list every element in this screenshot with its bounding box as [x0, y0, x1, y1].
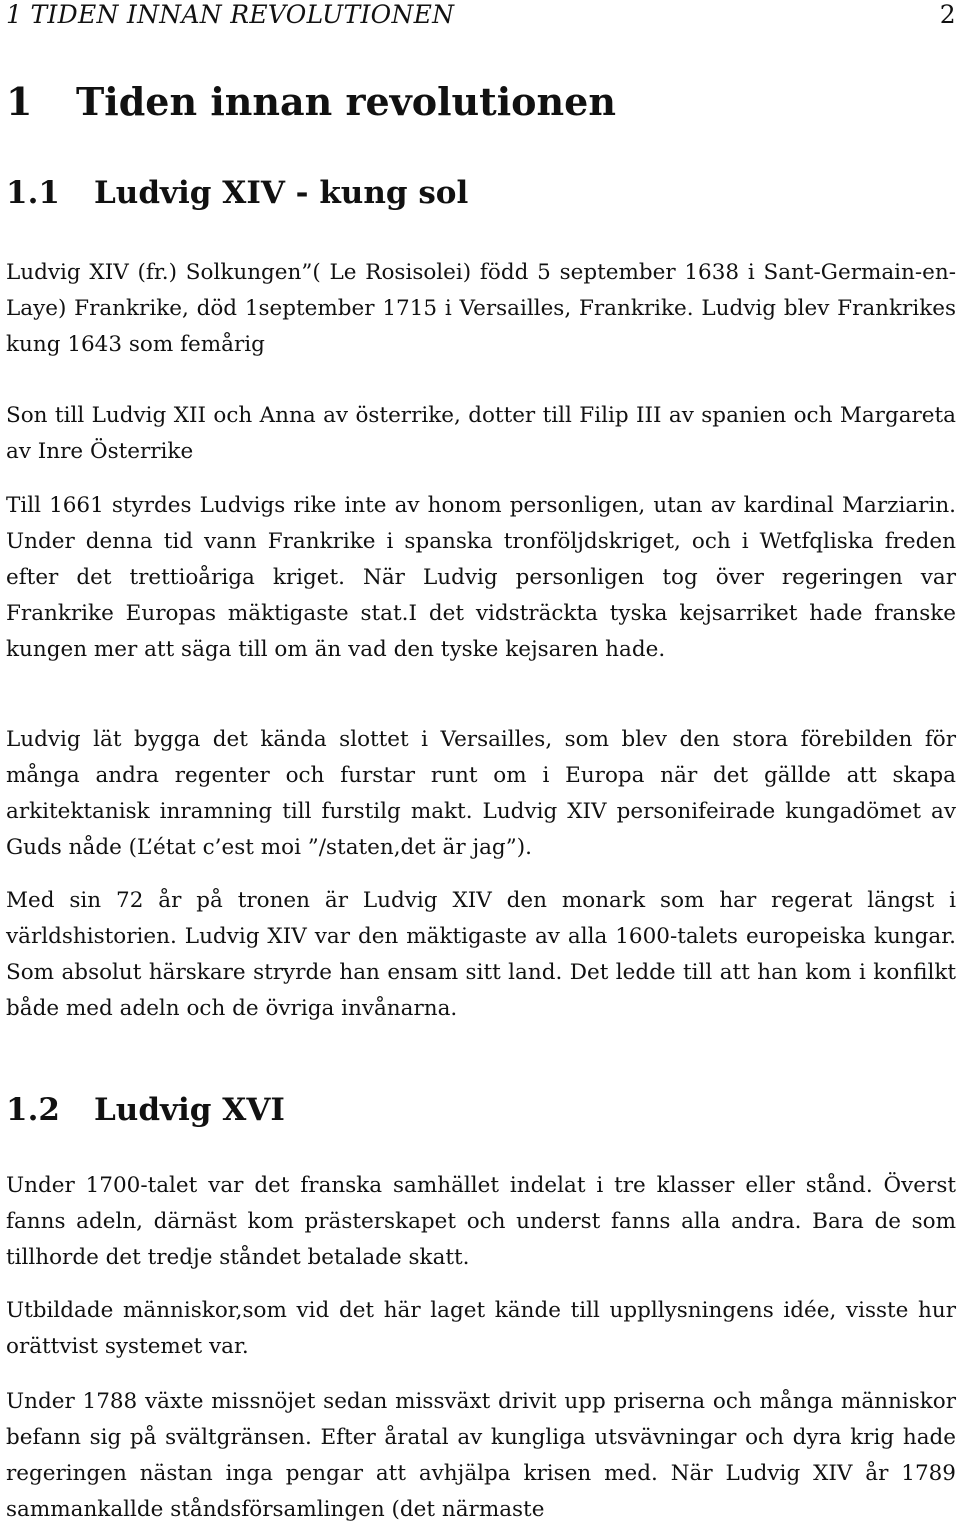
subsection-title: Ludvig XVI [94, 1092, 285, 1128]
paragraph: Under 1700-talet var det franska samhället indelat i tre klasser eller stånd. Överst fanns adeln, därnäst kom prästerskapet och underst fanns alla andra. Bara de som tillhorde det tredje ståndet betalade skatt. [6, 1173, 956, 1270]
subsection-title: Ludvig XIV - kung sol [94, 175, 469, 211]
subsection-number: 1.2 [6, 1092, 60, 1128]
running-header [6, 0, 956, 30]
section-heading [6, 78, 616, 126]
paragraph: Ludvig lät bygga det kända slottet i Versailles, som blev den stora förebilden för många andra regenter och furstar runt om i Europa när det gällde att skapa arkitektanisk inramning till furstilg makt. Ludvig XIV personifeirade kungadömet av Guds nåde (L’état c’est moi ”/staten,det är jag”). [6, 727, 956, 860]
section-title: Tiden innan revolutionen [76, 79, 616, 124]
running-header-title: 1 TIDEN INNAN REVOLUTIONEN [6, 0, 455, 29]
section-number: 1 [6, 79, 33, 124]
subsection-number: 1.1 [6, 175, 60, 211]
paragraph: Med sin 72 år på tronen är Ludvig XIV den monark som har regerat längst i världshistorien. Ludvig XIV var den mäktigaste av alla 1600-talets europeiska kungar. Som absolut härskare stryrde han ensam sitt land. Det ledde till att han kom i konfilkt både med adeln och de övriga invånarna. [6, 888, 956, 1021]
subsection-heading-1-2 [6, 1090, 285, 1130]
paragraph: Son till Ludvig XII och Anna av österrike, dotter till Filip III av spanien och Margareta av Inre Österrike [6, 403, 956, 464]
page-number: 2 [939, 0, 956, 29]
subsection-heading-1-1 [6, 173, 468, 213]
paragraph: Under 1788 växte missnöjet sedan missväxt drivit upp priserna och många människor befann sig på svältgränsen. Efter åratal av kungliga utsvävningar och dyra krig hade regeringen nästan inga pengar att avhjälpa krisen med. När Ludvig XIV år 1789 sammankallde ståndsförsamlingen (det närmaste [6, 1389, 956, 1522]
paragraph: Till 1661 styrdes Ludvigs rike inte av honom personligen, utan av kardinal Marziarin. Under denna tid vann Frankrike i spanska tronföljdskriget, och i Wetfqliska freden efter det trettioåriga kriget. När Ludvig personligen tog över regeringen var Frankrike Europas mäktigaste stat.I det vidsträckta tyska kejsarriket hade franske kungen mer att säga till om än vad den tyske kejsaren hade. [6, 493, 956, 662]
paragraph: Utbildade människor,som vid det här laget kände till uppllysningens idée, visste hur orättvist systemet var. [6, 1298, 956, 1359]
paragraph: Ludvig XIV (fr.) Solkungen”( Le Rosisolei) född 5 september 1638 i Sant-Germain-en-Laye) Frankrike, död 1september 1715 i Versailles, Frankrike. Ludvig blev Frankrikes kung 1643 som femårig [6, 260, 956, 357]
